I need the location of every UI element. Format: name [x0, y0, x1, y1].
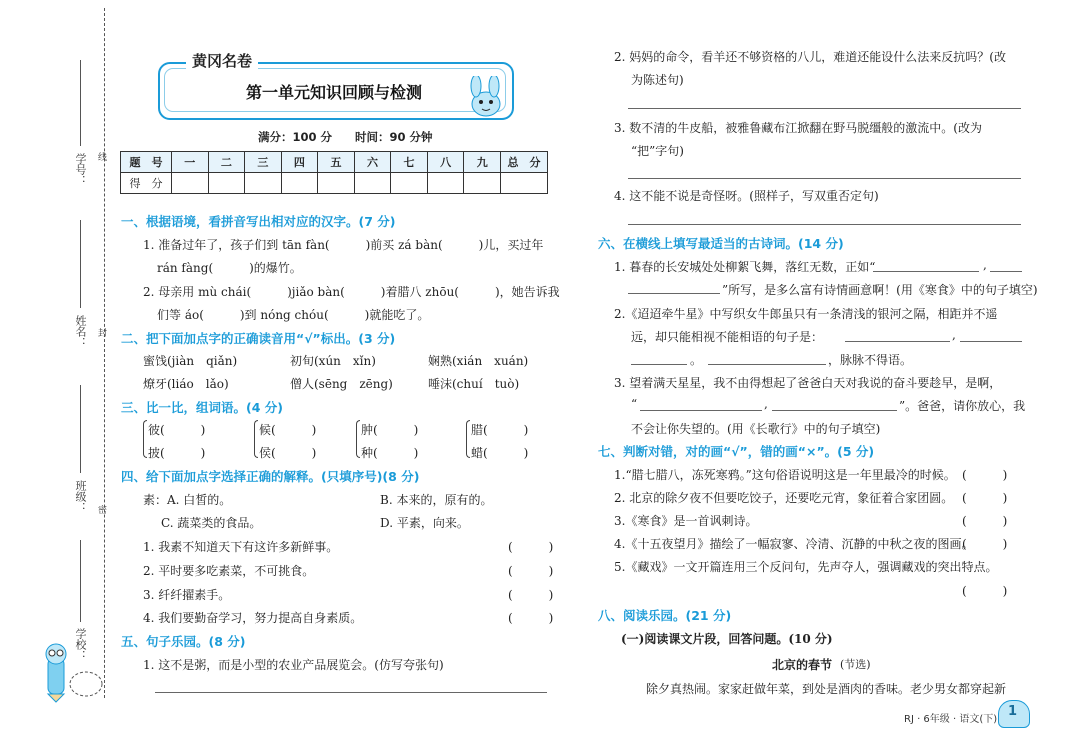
binding-xue-hao-line: [80, 60, 81, 146]
score-cell[interactable]: [281, 173, 318, 194]
score-table-header-cell: 六: [354, 152, 391, 173]
s5-q1-answer-line[interactable]: [155, 692, 547, 693]
s6-q2-comma: ,: [952, 328, 956, 342]
s2-item: 娴熟(xián xuán): [428, 354, 529, 368]
s7-q3: 3.《寒食》是一首讽刺诗。: [614, 514, 758, 528]
brand-logo: 黄冈名卷: [186, 50, 258, 71]
score-cell[interactable]: [391, 173, 428, 194]
section-4-title: 四、给下面加点字选择正确的解释。(只填序号)(8 分): [121, 469, 420, 484]
score-cell[interactable]: [464, 173, 501, 194]
score-table-header-cell: 四: [281, 152, 318, 173]
s3-brace: [356, 420, 360, 458]
score-cell[interactable]: [318, 173, 355, 194]
s6-q2-period: 。: [690, 353, 703, 367]
s5-q3-line1: 3. 数不清的牛皮船，被雅鲁藏布江掀翻在野马脱缰般的激流中。(改为: [614, 121, 982, 135]
s7-q4-answer[interactable]: ( ): [962, 537, 1008, 551]
score-table: [120, 151, 548, 194]
s5-q2-line1: 2. 妈妈的命令，看羊还不够资格的八儿，难道还能设什么法来反抗吗？(改: [614, 50, 1006, 64]
binding-xue-xiao-label: 学校：: [74, 628, 87, 661]
s1-q2-line1: 2. 母亲用 mù chái( )jiǎo bàn( )着腊八 zhōu( )，她告诉我: [143, 285, 560, 299]
score-table-header-cell: 二: [208, 152, 245, 173]
s8-subtitle: (一)阅读课文片段，回答问题。(10 分): [621, 632, 833, 646]
s6-q1-comma: ,: [983, 258, 987, 272]
score-table-header-cell: 三: [245, 152, 282, 173]
s4-option-b: B. 本来的，原有的。: [380, 493, 493, 507]
s6-q3-line1: 3. 望着满天星星，我不由得想起了爸爸白天对我说的奋斗要趁早，是啊，: [614, 376, 1002, 390]
s3-item: 种( ): [361, 446, 419, 460]
s7-q3-answer[interactable]: ( ): [962, 514, 1008, 528]
section-1-title: 一、根据语境，看拼音写出相对应的汉字。(7 分): [121, 214, 396, 229]
s6-q3-comma: ,: [764, 397, 768, 411]
mascot-rabbit-icon: [460, 76, 512, 120]
page-title: 第一单元知识回顾与检测: [246, 83, 423, 102]
binding-mi-mark: 密: [96, 505, 106, 514]
s4-q3: 3. 纤纤擢素手。: [143, 588, 231, 602]
binding-ban-ji-label: 班级：: [74, 480, 87, 513]
s3-brace: [254, 420, 258, 458]
section-5-title: 五、句子乐园。(8 分): [121, 634, 246, 649]
s5-q4: 4. 这不能不说是奇怪呀。(照样子，写双重否定句): [614, 189, 879, 203]
s7-q1: 1.“腊七腊八，冻死寒鸦。”这句俗语说明这是一年里最冷的时候。: [614, 468, 956, 482]
s1-q1-line2: rán fàng( )的爆竹。: [157, 261, 302, 275]
binding-dashed-line: [104, 8, 105, 698]
footer-info: RJ · 6年级 · 语文(下): [904, 714, 998, 725]
s4-option-a: 素：A. 白皙的。: [143, 493, 232, 507]
s4-option-d: D. 平素，向来。: [380, 516, 469, 530]
s4-q3-answer[interactable]: ( ): [508, 588, 554, 602]
s7-q1-answer[interactable]: ( ): [962, 468, 1008, 482]
score-table-header-cell: 总 分: [501, 152, 548, 173]
s4-q2-answer[interactable]: ( ): [508, 564, 554, 578]
s6-q2-blank[interactable]: [960, 341, 1022, 342]
s6-q3-line3: 不会让你失望的。(用《长歌行》中的句子填空): [631, 422, 881, 436]
s5-q2-line2: 为陈述句): [631, 73, 684, 87]
s7-q5-answer[interactable]: ( ): [962, 584, 1008, 598]
score-cell[interactable]: [208, 173, 245, 194]
binding-feng-mark: 封: [96, 328, 106, 337]
binding-xing-ming-line: [80, 220, 81, 308]
s3-item: 肿( ): [361, 423, 419, 437]
s6-q2-blank[interactable]: [708, 364, 826, 365]
s1-q1-line1: 1. 准备过年了，孩子们到 tān fàn( )前买 zá bàn( )儿，买过年: [143, 238, 544, 252]
mascot-pencil-icon: [34, 640, 104, 704]
section-7-title: 七、判断对错，对的画“√”，错的画“×”。(5 分): [598, 444, 875, 459]
score-cell[interactable]: [501, 173, 548, 194]
passage-line: 除夕真热闹。家家赶做年菜，到处是酒肉的香味。老少男女都穿起新: [646, 682, 1007, 696]
s5-q1: 1. 这不是粥，而是小型的农业产品展览会。(仿写夸张句): [143, 658, 444, 672]
page-number: 1: [1008, 704, 1018, 719]
s2-item: 初旬(xún xǐn): [290, 354, 376, 368]
s6-q2-line1: 2.《迢迢牵牛星》中写织女牛郎虽只有一条清浅的银河之隔，相距并不遥: [614, 307, 998, 321]
score-table-header-cell: 五: [318, 152, 355, 173]
s2-item: 燎牙(liáo lǎo): [143, 377, 229, 391]
section-3-title: 三、比一比，组词语。(4 分): [121, 400, 283, 415]
score-cell[interactable]: [427, 173, 464, 194]
score-cell[interactable]: [354, 173, 391, 194]
s7-q5: 5.《藏戏》一文开篇连用三个反问句，先声夺人，强调藏戏的突出特点。: [614, 560, 998, 574]
binding-xue-hao-label: 学号：: [74, 153, 87, 186]
s6-q1-line2: ”所写，是多么富有诗情画意啊！(用《寒食》中的句子填空): [722, 283, 1038, 297]
s6-q3-line2: ”。爸爸，请你放心，我: [899, 399, 1026, 413]
score-table-score-row: [121, 173, 548, 194]
s6-q3-blank[interactable]: [640, 410, 762, 411]
passage-title: 北京的春节: [772, 658, 833, 672]
s2-item: 僧人(sēng zēng): [290, 377, 393, 391]
s5-q3-line2: “把”字句): [631, 144, 684, 158]
exam-meta: 满分：100 分 时间：90 分钟: [258, 130, 433, 144]
s3-brace: [143, 420, 147, 458]
s5-q4-answer-line[interactable]: [628, 224, 1021, 225]
score-table-header-row: [121, 152, 548, 173]
s6-q1-blank[interactable]: [628, 293, 720, 294]
s6-q1-blank[interactable]: [873, 271, 979, 272]
s7-q2: 2. 北京的除夕夜不但要吃饺子，还要吃元宵，象征着合家团圆。: [614, 491, 954, 505]
score-table-header-cell: 一: [172, 152, 209, 173]
s3-item: 腊( ): [471, 423, 529, 437]
s7-q4: 4.《十五夜望月》描绘了一幅寂寥、冷清、沉静的中秋之夜的图画。: [614, 537, 974, 551]
s6-q2-blank[interactable]: [845, 341, 950, 342]
s3-item: 候( ): [259, 423, 317, 437]
binding-ban-ji-line: [80, 385, 81, 473]
s4-q4-answer[interactable]: ( ): [508, 611, 554, 625]
s4-q4: 4. 我们要勤奋学习，努力提高自身素质。: [143, 611, 363, 625]
s3-brace: [466, 420, 470, 458]
s6-q2-line3: ，脉脉不得语。: [828, 353, 913, 367]
score-cell[interactable]: [245, 173, 282, 194]
s3-item: 侯( ): [259, 446, 317, 460]
score-table-row-label: 得 分: [121, 173, 172, 194]
s2-item: 唾沫(chuí tuò): [428, 377, 520, 391]
s6-q2-line2: 远，却只能相视不能相语的句子是：: [631, 330, 824, 344]
s5-q3-answer-line[interactable]: [628, 178, 1021, 179]
s6-q1-line1: 1. 暮春的长安城处处柳絮飞舞，落红无数，正如“: [614, 260, 876, 274]
s6-q3-open-quote: “: [631, 397, 638, 411]
section-6-title: 六、在横线上填写最适当的古诗词。(14 分): [598, 236, 844, 251]
score-table-header-cell: 七: [391, 152, 428, 173]
section-8-title: 八、阅读乐园。(21 分): [598, 608, 732, 623]
s6-q3-blank[interactable]: [772, 410, 897, 411]
section-2-title: 二、把下面加点字的正确读音用“√”标出。(3 分): [121, 331, 396, 346]
score-table-header-cell: 九: [464, 152, 501, 173]
binding-xue-xiao-line: [80, 540, 81, 622]
passage-note: (节选): [840, 658, 871, 671]
score-table-header-cell: 题 号: [121, 152, 172, 173]
s3-item: 彼( ): [148, 423, 206, 437]
binding-xian-mark: 线: [96, 152, 106, 161]
s3-item: 蜡( ): [471, 446, 529, 460]
s1-q2-line2: 们等 áo( )到 nóng chóu( )就能吃了。: [157, 308, 430, 322]
s4-option-c: C. 蔬菜类的食品。: [161, 516, 262, 530]
s3-item: 披( ): [148, 446, 206, 460]
s5-q2-answer-line[interactable]: [628, 108, 1021, 109]
s6-q2-blank[interactable]: [631, 364, 687, 365]
score-table-header-cell: 八: [427, 152, 464, 173]
binding-xing-ming-label: 姓名：: [74, 315, 87, 348]
s7-q2-answer[interactable]: ( ): [962, 491, 1008, 505]
s6-q1-blank[interactable]: [990, 271, 1022, 272]
s4-q1: 1. 我素不知道天下有这许多新鲜事。: [143, 540, 339, 554]
s4-q1-answer[interactable]: ( ): [508, 540, 554, 554]
s2-item: 蜜饯(jiàn qiǎn): [143, 354, 238, 368]
score-cell[interactable]: [172, 173, 209, 194]
s4-q2: 2. 平时要多吃素菜，不可挑食。: [143, 564, 315, 578]
